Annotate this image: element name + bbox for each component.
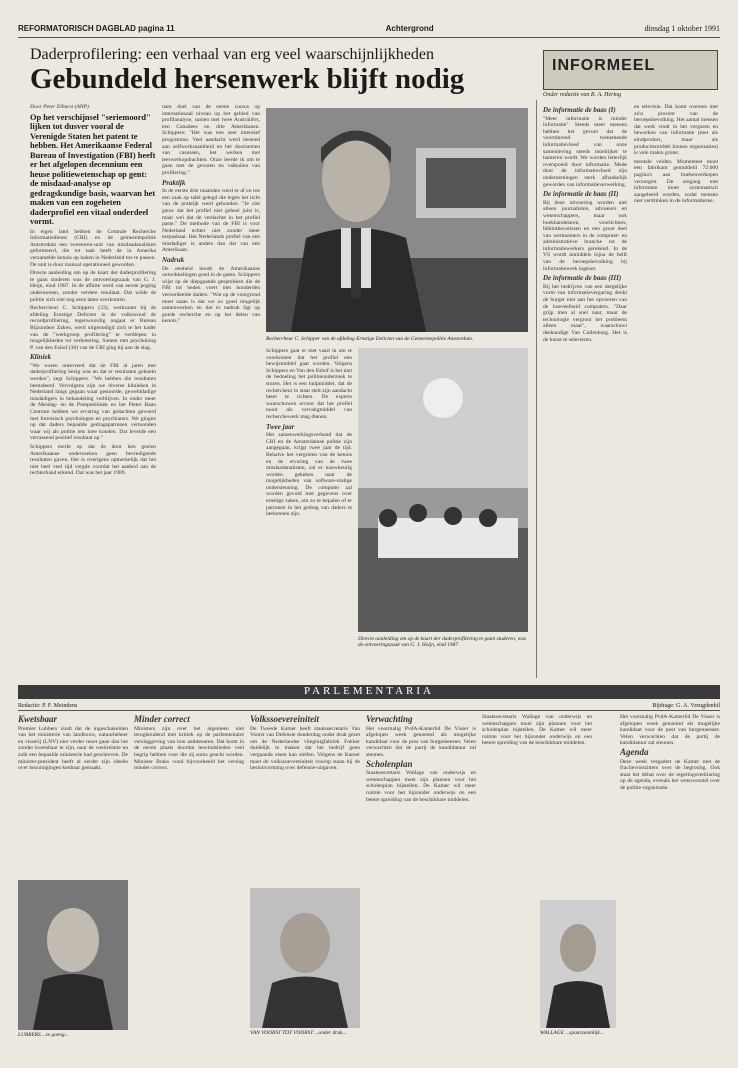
photo-lubbers — [18, 880, 128, 1030]
article-column-2 — [162, 104, 260, 674]
parlementaria-paragraph: De Tweede Kamer heeft staatssecretaris Van Voorst van Defensie donderdag onder druk gezet om de Nederlandse vliegtuigfabriek Fokker duidelijk te maken dat het bedrijf geen vergaande eisen kan stellen. Volgens de Kamer moet de volkssoevereiniteit voorop staan bij de besluitvorming over defensie-uitgaven. — [250, 725, 360, 772]
parlementaria-subheading: Agenda — [620, 746, 649, 757]
informeel-paragraph: mentale velden. Momenteel moet een fabrikant gemiddeld 72.000 pagina's aan boekenverkopen verzorgen. De omgang met informatie moet systematisch aangeleerd worden, zodat mensen niet verdrinken in de informatiezee. — [634, 158, 718, 205]
photo-ontvoeringszaak-caption: Directe aanleiding om op de kaart der daderprofilering te gaan studeren, was de ontvoeringszaak van G. J. Heijn, eind 1987. — [358, 636, 526, 649]
photo-wallage-image — [540, 900, 616, 1028]
parlementaria-paragraph: Staatssecretaris Wallage van onderwijs en wetenschappen moet zijn plannen voor het scholenplan bijstellen. De Kamer wil meer ruimte voor het bijzonder onderwijs en een betere spreiding van de beschikbare middelen. — [366, 770, 476, 803]
photo-lubbers-caption: LUBBERS ...te goeng... — [18, 1032, 69, 1038]
article-subheading: Kliniek — [30, 353, 52, 362]
parlementaria-subheading: Minder correct — [134, 714, 190, 724]
article-paragraph: "We waren ontevreed dat de FBI al jaren met daderprofilering bezig was en dat er resultaten geboekt werden", zegt Schippers. "We hebben die resultaten bestudeerd. Vervolgens zijn we diverse klinieken in Nederland langs gegaan waar gestoorde, gewelddadige misdadigers in behandeling verblijven. In onder meer de Mesdag- en de Pompekliniek en het Pieter Baan Centrum hebben we ervaring van gedachten gevoerd met forensisch psychologen en psychiaters. We gingen op dat daders bepaalde gedragspatronen vertoonden waar wij als politie iets mee konden. Dat leverde een verrassend positief resultaat op." — [30, 362, 156, 442]
informeel-column-2 — [634, 104, 718, 674]
article-column-3 — [266, 348, 352, 632]
parlementaria-subheading: Scholenplan — [366, 758, 413, 769]
photo-rechercheur — [266, 108, 528, 332]
column-divider — [536, 100, 537, 678]
photo-van-voorst-image — [250, 888, 360, 1028]
parlementaria-paragraph: Het voormalig PvdA-Kamerlid De Visser is afgelopen week genoemd als mogelijke kandidaat voor de post van burgemeester. Velen verwachten dat de partij de kandidatuur zal steunen. — [620, 714, 720, 747]
photo-van-voorst-caption: VAN VOORST TOT VOORST ...onder druk... — [250, 1030, 347, 1036]
parlementaria-redactie: Redactie: P. F. Meindens — [18, 703, 78, 709]
parlementaria-credits — [18, 703, 720, 711]
parlementaria-subheading: Verwachting — [366, 714, 413, 724]
article-paragraph: Directe aanleiding om op de kaart der daderprofilering te gaan studeren was de ontvoeringszaak van G. J. Heijn, eind 1987. In de affaire werd van eerste poging ondernomen, zonder verdere resultaat. Dat wilde de politie zich niet nog eens laten overkomen. — [30, 270, 156, 303]
parlementaria-paragraph: Staatssecretaris Wallage van onderwijs en wetenschappen moet zijn plannen voor het scholenplan bijstellen. De Kamer wil meer ruimte voor het bijzonder onderwijs en een betere spreiding van de beschikbare middelen. — [482, 714, 592, 747]
article-paragraph: Het samenwerkingsverband dat de CRI en de Amsterdamse politie zijn aangegaan, krijgt twee jaar de tijd. Behalve het vergroten van de kennis en de ervaring van de twee misdaadanalisten, zal er nauwkeurig worden gekeken naar de mogelijkheden van software-matige ondersteuning. De computer zal worden gevuld met gegevens over ernstige zaken, om zo te bepalen of er patronen in het gedrag van daders te herkennen zijn. — [266, 432, 352, 518]
informeel-paragraph: Bij het bedrijven van een dergelijke vorm van informatievergaring denkt de burger niet aan het opvoeren van de hoeveelheid computers. "Daar grijp men al snel naar, maar de technologie vergroot het probleem alleen maar", waarschuwt deskundige Van Cuilenburg. Het is de kunst te selecteren. — [543, 283, 627, 343]
photo-wallage-caption: WALLAGE ...spaarzaamlijk... — [540, 1030, 604, 1036]
article-column-1 — [30, 104, 156, 674]
informeel-subheading: De informatie de baas (I) — [543, 106, 616, 114]
article-paragraph: nam doel van de eerste cursus op internationaal niveau op het gebied van profilanalyse, samen met twee Australiërs, een Canadees en drie Amerikanen. Schippers: "Het was een zeer intensief programma. Veel aandacht werd besteed aan zelfwerkzaamheid en het doornemen van casussen, het werken met leerwerkopdrachten. Onze leerde ik om te gaan met de gevaren en valkuilen van profilering." — [162, 104, 260, 176]
parlementaria-column-5 — [482, 714, 592, 894]
parlementaria-paragraph: Ministers zijn over het algemeen niet terughoudend met kritiek op de parlementaire verslaggeving van hun ambtenaren. Dat komt in de eerste plaats doordat bewindslieden veel begrip hebben voor die zij soms geacht worden. Minister Braks vond bijvoorbeeld het verslag minder correct. — [134, 725, 244, 772]
informeel-editor: Onder redactie van R. A. Hertog — [543, 92, 622, 98]
page-header — [18, 24, 720, 38]
article-paragraph: De eenheid houdt de Amerikaanse ontwikkelingen goed in de gaten. Schippers wijst op de diepgaande gesprekken die de FBI tot heden voert met honderden veroordeelde daders. "Wat op de voorgrond moet staan is dat we zo goed mogelijk samenwerken en dat er nadruk ligt op goede recherche en op het delen van kennis." — [162, 265, 260, 325]
header-date: dinsdag 1 oktober 1991 — [644, 24, 720, 33]
parlementaria-paragraph: Premier Lubbers vindt dat de ingeschakelden van het ministerie van landbouw, natuurbeheer en visserij (LNV) niet verder moet gaan dan het zonder kwetsbaar te zijn, naar de werkrelatie en zulk een bepaalde ministerie had geschreven. De minister-president heeft al eerder zijn ideeën over bezuinigingen kenbaar gemaakt. — [18, 725, 128, 772]
parlementaria-paragraph: Deze week vergadert de Kamer met de fractievoorzitters over de begroting. Ook staat het debat over de regeringsverklaring op de agenda, evenals het wetsvoorstel over de politie-organisatie. — [620, 758, 720, 791]
informeel-logo — [543, 50, 718, 90]
article-title: Gebundeld hersenwerk blijft nodig — [30, 63, 465, 95]
parlementaria-column-6 — [620, 714, 720, 1054]
parlementaria-bijdrage: Bijdrage: G. A. Vreugdenhil — [652, 703, 720, 709]
parlementaria-column-3 — [250, 714, 360, 884]
informeel-title: INFORMEEL — [552, 57, 656, 74]
article-lead: Op het verschijnsel "seriemoord" lijken tot dusver vooral de Verenigde Staten het patent te hebben. Het Amerikaanse Federal Bureau of Investigation (FBI) heeft er het afgelopen decennium een heuse politiewetenschap op gent: de misdaad-analyse op gedragskundige basis, waarvan het maken van een zogeheten daderprofiel een vitaal onderdeel vormt. — [30, 112, 156, 227]
photo-rechercheur-caption: Rechercheur C. Schipper van de afdeling Ernstige Delicten van de Gemeentepolitie Amsterdam. — [266, 336, 474, 342]
parlementaria-banner: PARLEMENTARIA — [18, 685, 720, 699]
header-paper-name: REFORMATORISCH DAGBLAD pagina 11 — [18, 24, 175, 33]
article-paragraph: Rechercheur C. Schippers (33), werkzaam bij de afdeling Ernstige Delicten in de volkswoud de recordprofilering, tegenwoordig ongaat er Bureau Bijzondere Zaken, werd uitgenodigd zich te het kader van de "werkgroep profilering" te verdiepen in mogelijkheden tot verbetering. Samen met psycholoog P. van den Eshof (38) van de CRI ging hij aan de slag. — [30, 305, 156, 351]
article-paragraph: In eigen land hebben de Centrale Recherche Informatiedienst (CRI) en de gemeentepolitie Amsterdam een tweetoren-unit van misdaadanalisten geformeerd, die tot taak heeft de in Amerika verzamelde kennis op haken in Nederland toe te passen. De unit is door manual operationeel geworden. — [30, 228, 156, 268]
parlementaria-column-2 — [134, 714, 244, 1054]
photo-ontvoeringszaak-image — [358, 348, 528, 632]
parlementaria-column-4 — [366, 714, 476, 1054]
article-byline: Door Peter Elburst (ANP) — [30, 104, 89, 110]
photo-van-voorst — [250, 888, 360, 1028]
article-subheading: Nadruk — [162, 256, 185, 265]
photo-rechercheur-image — [266, 108, 528, 332]
header-section: Achtergrond — [385, 24, 434, 33]
article-kicker: Daderprofilering: een verhaal van erg veel waarschijnlijkheden — [30, 46, 434, 63]
article-paragraph: Schippers merkt op dat de door hen gezien Amerikaanse onderzoeken geen bevredigende resultaten gaven. Het is overigens opmerkelijk dat het niet heel veel tijd vergde voordat het aanbod aan de rechterhand erkend. Dat was het jaar 1989. — [30, 444, 156, 477]
article-subheading: Praktijk — [162, 178, 186, 187]
informeel-subheading: De informatie de baas (II) — [543, 190, 619, 199]
informeel-column-1 — [543, 104, 627, 674]
informeel-paragraph: en televisie. Dat komt overeen met zo'n procent van de beroepsbevolking. Het aantal mensen dat werk vindt in het vergaren en bewerken van informatie (met als eindproduct, maar als productiemiddel binnen organisaties) is vele malen groter. — [634, 104, 718, 157]
parlementaria-subheading: Volkssoevereiniteit — [250, 714, 319, 724]
photo-ontvoeringszaak — [358, 348, 528, 632]
informeel-paragraph: "Meer informatie is minder informatie". Steeds meer mensen hebben het gevoel dat de voortdurend toenemende informatievloed van onze samenleving steeds moeilijker te hanteren wordt. We worden letterlijk overspoeld door informatie. Mede door de informatievloed zijn ondernemingen sterk afhankelijk geworden van informatieverwerking. — [543, 115, 627, 188]
parlementaria-paragraph: Het voormalig PvdA-Kamerlid De Visser is afgelopen week genoemd als mogelijke kandidaat voor de post van burgemeester. Velen verwachten dat de partij de kandidatuur zal steunen. — [366, 725, 476, 758]
article-paragraph: In de eerste drie maanden werd er af en toe een zaak op tafel gelegd die tegen het licht van de praktijk werd gehouden. "Je ziet gauw dat het profiel niet geheel juist is, maar wel dat de verdachte in het profiel paste." De methode van de FBI is voor Nederland echter niet zonder meer toepasbaar. Het Nederlands profiel van een misdadiger is anders dan dat van een Amerikaan. — [162, 188, 260, 254]
article-subheading: Twee jaar — [266, 422, 295, 431]
photo-lubbers-image — [18, 880, 128, 1030]
informeel-subheading: De informatie de baas (III) — [543, 274, 622, 283]
informeel-paragraph: Bij deze uitvoering worden niet alleen journalisten, adviseurs en wetenschappers, maar ook boekhandelaren, voorlichters, bibliothecarissen en een groot deel van werknemers in de computer- en administratieve branche tot de informatiewerkers gerekend. In de VS wordt inmiddels bijna de helft van de beroepsbevolking bij informatiewerk ingezet. — [543, 199, 627, 272]
parlementaria-subheading: Kwetsbaar — [18, 714, 58, 724]
photo-wallage — [540, 900, 616, 1028]
article-paragraph: Schippers gaat er met vaart in om te voorkomen dat het profiel een bewijsmiddel gaat worden. Volgens Schippers en Van den Eshof is het niet de bedoeling het politieonderzoek te sturen. Het is een hulpmiddel, dat de rechercheur in staat stelt zijn aandacht beter te richten. De experts waarschuwen ervoor dat het profiel nooit als vervangmiddel van recherchewerk mag dienen. — [266, 348, 352, 420]
